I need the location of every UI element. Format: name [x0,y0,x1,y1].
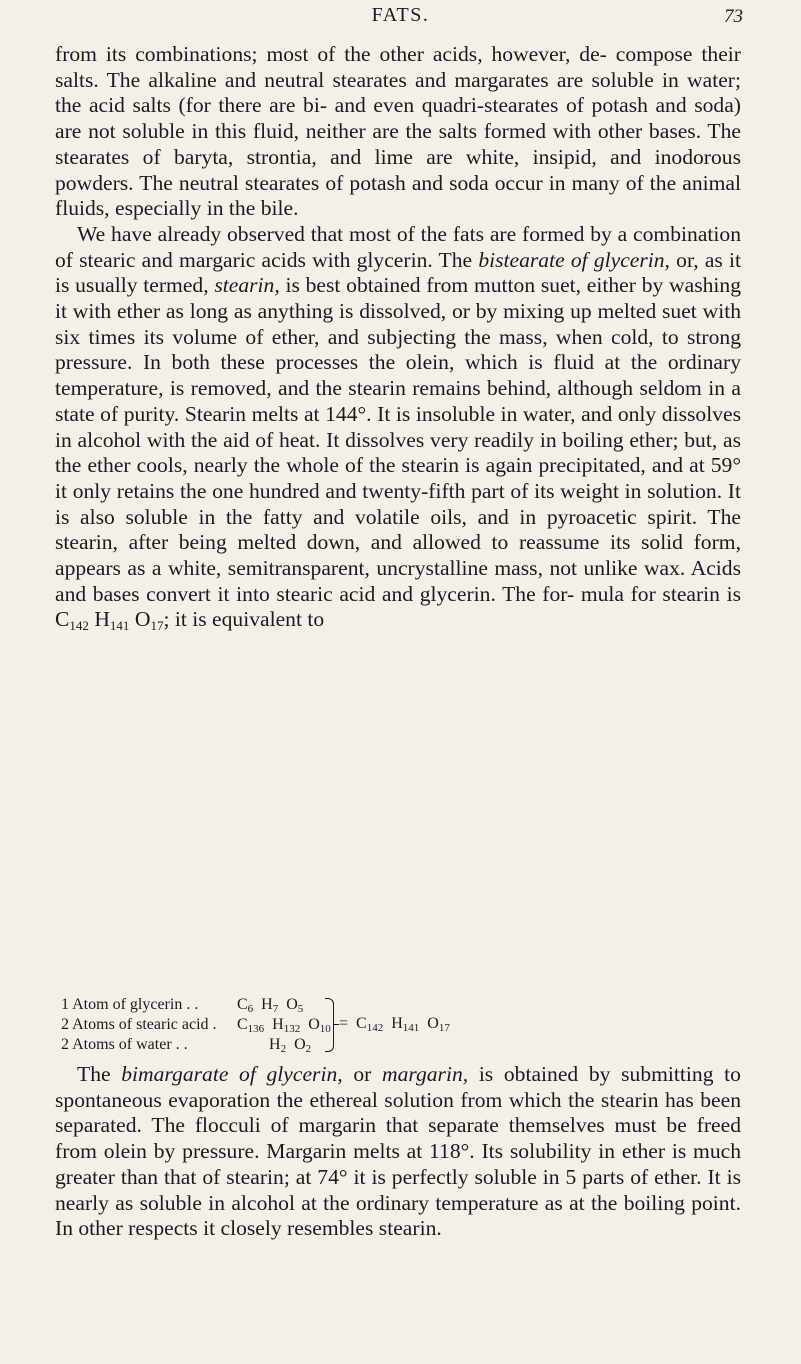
page-header [0,4,801,38]
term-margarin: margarin, [381,1062,469,1086]
body-text-lower [55,1062,741,1242]
paragraph-2: We have already observed that most of the fats are formed by a combination of stearic and margaric acids with glycerin. The bistearate of glycerin, or, as it is usually termed, stearin, is best obtained from mutton suet, either by washing it with ether as long as anything is dissolved, or by mixing up melted suet with six times its volume of ether, and subjecting the mass, when cold, to strong pressure. In both these processes the olein, which is fluid at the ordinary temperature, is removed, and the stearin remains behind, although seldom in a state of purity. Stearin melts at 144°. It is insoluble in water, and only dissolves in alcohol with the aid of heat. It dissolves very readily in boiling ether; but, as the ether cools, nearly the whole of the stearin is again precipitated, and at 59° it only retains the one hundred and twenty-fifth part of its weight in solution. It is also soluble in the fatty and volatile oils, and in pyroacetic spirit. The stearin, after being melted down, and allowed to reassume its solid form, appears as a white, semitransparent, uncrystalline mass, not unlike wax. Acids and bases convert it into stearic acid and glycerin. The for- mula for stearin is $C_{142}$ $H_{141}$ $O_{17}$; it is equivalent to [55,221,742,634]
body-text-upper [55,42,741,633]
right-brace [325,998,334,1052]
stearin-equation: 1 Atom of glycerin . . $C_6$ $H_7$ $O_5$ 2 Atoms of stearic acid . $C_{136}$ $H_{132}$ $O_{10}$ 2 Atoms of water . . $H_2$ $O_2$ = $C_{142}$ $H_{141}$ $O_{17}$ [61,996,450,1055]
term-bistearate: bistearate of glycerin, [478,247,670,272]
term-bimargarate: bimargarate of glycerin, [121,1062,343,1086]
stearin-formula: $C_{142}$ $H_{141}$ $O_{17}$ [55,607,164,634]
page-number: 73 [724,6,743,27]
paragraph-1: from its combinations; most of the other acids, however, de- compose their salts. The alkaline and neutral stearates and margarates are soluble in water; the acid salts (for there are bi- and even quadri-stearates of potash and soda) are not soluble in this fluid, neither are the salts formed with other bases. The stearates of baryta, strontia, and lime are white, insipid, and inodorous powders. The neutral stearates of potash and soda occur in many of the animal fluids, especially in the bile. [55,42,741,221]
equation-result: = $C_{142}$ $H_{141}$ $O_{17}$ [339,1015,450,1034]
term-stearin: stearin, [214,273,280,298]
paragraph-3: The bimargarate of glycerin, or margarin, is obtained by submitting to spontaneous evaporation the ethereal solution from which the stearin has been separated. The flocculi of margarin that separate themselves must be freed from olein by pressure. Margarin melts at 118°. Its solubility in ether is much greater than that of stearin; at 74° it is perfectly soluble in 5 parts of ether. It is nearly as soluble in alcohol at the ordinary temperature as at the boiling point. In other respects it closely resembles stearin. [55,1062,741,1241]
running-title: FATS. [371,4,430,26]
